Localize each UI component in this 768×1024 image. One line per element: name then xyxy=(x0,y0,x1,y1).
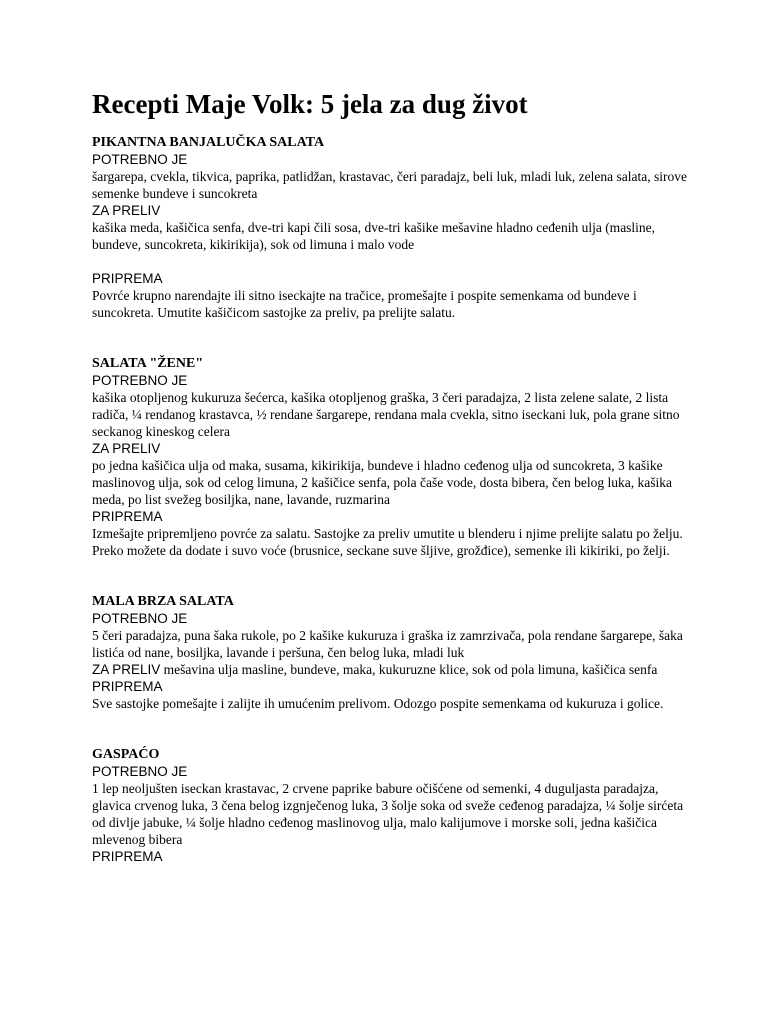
blank-line xyxy=(92,253,692,270)
recipe-pikantna-banjalucka-salata xyxy=(92,134,692,321)
needed-label: POTREBNO JE xyxy=(92,373,188,388)
dressing-paragraph xyxy=(92,661,692,678)
needed-label: POTREBNO JE xyxy=(92,611,188,626)
prep-text: Povrće krupno narendajte ili sitno iseckajte na tračice, promešajte i pospite semenkama od bundeve i suncokreta. Umutite kašičicom sastojke za preliv, pa prelijte salatu. xyxy=(92,288,637,320)
recipe-title: GASPAĆO xyxy=(92,747,160,762)
needed-text: šargarepa, cvekla, tikvica, paprika, patlidžan, krastavac, čeri paradajz, beli luk, mladi luk, zelena salata, sirove semenke bundeve i suncokreta xyxy=(92,169,687,201)
prep-text: Izmešajte pripremljeno povrće za salatu. Sastojke za preliv umutite u blenderu i njime prelijte salatu po želju. Preko možete da dodate i suvo voće (brusnice, seckane suve šljive, grožđice), semenke ili kikiriki, po želji. xyxy=(92,526,683,558)
needed-label: POTREBNO JE xyxy=(92,764,188,779)
recipe-mala-brza-salata xyxy=(92,593,692,712)
prep-label: PRIPREMA xyxy=(92,509,163,524)
section-gap xyxy=(92,559,692,593)
recipe-title: SALATA "ŽENE" xyxy=(92,356,204,371)
needed-label: POTREBNO JE xyxy=(92,152,188,167)
recipe-title: PIKANTNA BANJALUČKA SALATA xyxy=(92,135,325,150)
needed-text: kašika otopljenog kukuruza šećerca, kašika otopljenog graška, 3 čeri paradajza, 2 lista zelene salate, 2 lista radiča, ¼ rendanog krastavca, ½ rendane šargarepe, rendana mala cvekla, sitno iseckani luk, pola grane sitno seckanog kineskog celera xyxy=(92,390,680,439)
dressing-text: po jedna kašičica ulja od maka, susama, kikirikija, bundeve i hladno ceđenog ulja od suncokreta, 3 kašike maslinovog ulja, sok od celog limuna, 2 kašičice senfa, pola čaše vode, dosta bibera, čen belog luka, kašika meda, po list svežeg bosiljka, nane, lavande, ruzmarina xyxy=(92,458,672,507)
recipe-salata-zene xyxy=(92,355,692,559)
dressing-label: ZA PRELIV xyxy=(92,203,161,218)
prep-label: PRIPREMA xyxy=(92,271,163,286)
section-gap xyxy=(92,712,692,746)
needed-text: 1 lep neoljušten iseckan krastavac, 2 crvene paprike babure očišćene od semenki, 4 duguljasta paradajza, glavica crvenog luka, 3 čena belog izgnječenog luka, 3 šolje soka od sveže ceđenog paradajza, ¼ šolje sirćeta od divlje jabuke, ¼ šolje hladno ceđenog maslinovog ulja, malo kalijumove i morske soli, jedna kašičica mlevenog bibera xyxy=(92,781,684,847)
prep-label: PRIPREMA xyxy=(92,679,163,694)
recipe-title: MALA BRZA SALATA xyxy=(92,594,234,609)
prep-text: Sve sastojke pomešajte i zalijte ih umućenim prelivom. Odozgo pospite semenkama od kukuruza i golice. xyxy=(92,696,664,711)
section-gap xyxy=(92,321,692,355)
dressing-text: kašika meda, kašičica senfa, dve-tri kapi čili sosa, dve-tri kašike mešavine hladno ceđenih ulja (masline, bundeve, suncokreta, kikirikija), sok od limuna i malo vode xyxy=(92,220,656,252)
document-page xyxy=(92,86,692,865)
recipe-gaspaco xyxy=(92,746,692,865)
dressing-text: mešavina ulja masline, bundeve, maka, kukuruzne klice, sok od pola limuna, kašičica senfa xyxy=(163,662,658,677)
document-title: Recepti Maje Volk: 5 jela za dug život xyxy=(92,89,528,119)
dressing-label: ZA PRELIV xyxy=(92,662,161,677)
prep-label: PRIPREMA xyxy=(92,849,163,864)
needed-text: 5 čeri paradajza, puna šaka rukole, po 2 kašike kukuruza i graška iz zamrzivača, pola rendane šargarepe, šaka listića od nane, bosiljka, lavande i peršuna, čen belog luka, mladi luk xyxy=(92,628,683,660)
dressing-label: ZA PRELIV xyxy=(92,441,161,456)
